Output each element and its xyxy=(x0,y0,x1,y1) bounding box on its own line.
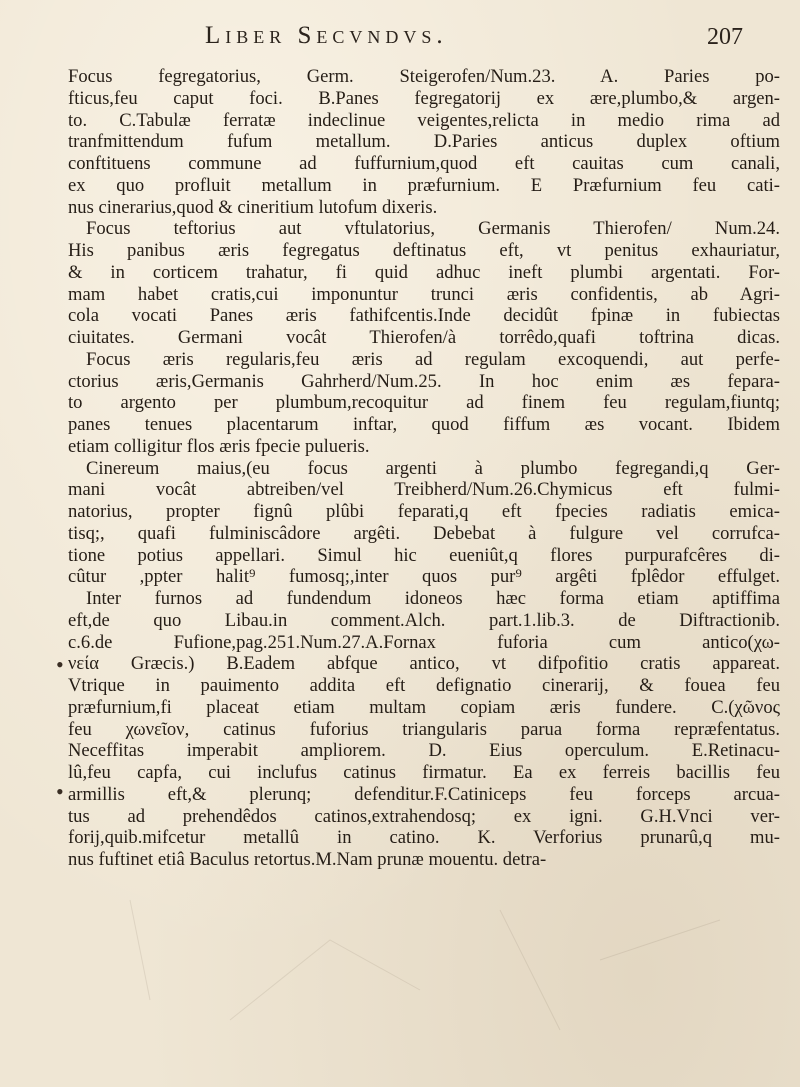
margin-mark: • xyxy=(56,652,64,677)
text-line: feu χωνεῖον, catinus fuforius triangularis parua forma repræfentatus. xyxy=(68,718,780,740)
show-through-bleed xyxy=(0,880,800,1087)
body-text xyxy=(68,66,780,871)
text-line: lû,feu capfa, cui inclufus catinus firmatur. Ea ex ferreis bacillis feu xyxy=(68,762,780,783)
text-line: νεία Græcis.) B.Eadem abfque antico, vt difpofitio cratis appareat. xyxy=(68,653,780,675)
text-line: c.6.de Fufione,pag.251.Num.27.A.Fornax fuforia cum antico(χω- xyxy=(68,631,780,653)
text-line: Focus teftorius aut vftulatorius, Germanis Thierofen/ Num.24. xyxy=(86,218,780,240)
text-line: cola vocati Panes æris fathifcentis.Inde decidût fpinæ in fubiectas xyxy=(68,305,780,327)
text-line: His panibus æris fegregatus deftinatus eft, vt penitus exhauriatur, xyxy=(68,240,780,261)
text-line: forij,quib.mifcetur metallû in catino. K. Verforius prunarû,q mu- xyxy=(68,827,780,849)
text-line: eft,de quo Libau.in comment.Alch. part.1.lib.3. de Diftractionib. xyxy=(68,609,780,631)
text-line: Cinereum maius,(eu focus argenti à plumbo fegregandi,q Ger- xyxy=(86,457,780,479)
text-line: nus fuftinet etiâ Baculus retortus.M.Nam prunæ mouentu. detra- xyxy=(68,849,547,870)
text-line: tranfmittendum fufum metallum. D.Paries anticus duplex oftium xyxy=(68,131,780,153)
text-line: ctorius æris,Germanis Gahrherd/Num.25. In hoc enim æs fepara- xyxy=(68,370,780,392)
running-title: Liber Secvndvs. xyxy=(205,22,448,49)
text-line: præfurnium,fi placeat etiam multam copiam æris fundere. C.(χῶνος xyxy=(68,696,780,718)
text-line: Inter furnos ad fundendum idoneos hæc forma etiam aptiffima xyxy=(86,588,780,609)
text-line: mani vocât abtreiben/vel Treibherd/Num.26.Chymicus eft fulmi- xyxy=(68,479,780,501)
text-line: fticus,feu caput foci. B.Panes fegregatorij ex ære,plumbo,& argen- xyxy=(68,87,780,109)
text-line: ciuitates. Germani vocât Thierofen/à torrêdo,quafi toftrina dicas. xyxy=(68,327,780,348)
text-line: Vtrique in pauimento addita eft defignatio cinerarij, & fouea feu xyxy=(68,675,780,696)
text-line: ex quo profluit metallum in præfurnium. E Præfurnium feu cati- xyxy=(68,174,780,196)
running-head xyxy=(0,22,800,56)
text-line: Neceffitas imperabit ampliorem. D. Eius operculum. E.Retinacu- xyxy=(68,740,780,762)
text-line: tione potius appellari. Simul hic eueniût,q flores purpurafcêres di- xyxy=(68,544,780,566)
text-line: natorius, propter fignû plûbi feparati,q eft fpecies radiatis emica- xyxy=(68,501,780,522)
text-line: nus cinerarius,quod & cineritium lutofum dixeris. xyxy=(68,196,438,218)
text-line: mam habet cratis,cui imponuntur trunci æris confidentis, ab Agri- xyxy=(68,283,780,305)
text-line: to argento per plumbum,recoquitur ad finem feu regulam,fiuntq; xyxy=(68,392,780,414)
text-line: Focus fegregatorius, Germ. Steigerofen/Num.23. A. Paries po- xyxy=(68,66,780,87)
text-line: tisq;, quafi fulminiscâdore argêti. Debebat à fulgure vel corrufca- xyxy=(68,522,780,544)
text-line: & in corticem trahatur, fi quid adhuc ineft plumbi argentati. For- xyxy=(68,261,780,283)
text-line: to. C.Tabulæ ferratæ indeclinue veigentes,relicta in medio rima ad xyxy=(68,109,780,131)
text-line: etiam colligitur flos æris fpecie pulueris. xyxy=(68,435,370,457)
text-line: cûtur ,ppter halit⁹ fumosq;,inter quos pur⁹ argêti fplêdor effulget. xyxy=(68,566,780,588)
text-line: Focus æris regularis,feu æris ad regulam excoquendi, aut perfe- xyxy=(86,348,780,370)
text-line: armillis eft,& plerunq; defenditur.F.Catiniceps feu forceps arcua- xyxy=(68,783,780,805)
text-line: panes tenues placentarum inftar, quod fiffum æs vocant. Ibidem xyxy=(68,414,780,435)
margin-mark: • xyxy=(56,779,64,804)
text-line: conftituens commune ad fuffurnium,quod eft cauitas cum canali, xyxy=(68,153,780,174)
text-line: tus ad prehendêdos catinos,extrahendosq; ex igni. G.H.Vnci ver- xyxy=(68,805,780,827)
page-number: 207 xyxy=(707,24,743,50)
